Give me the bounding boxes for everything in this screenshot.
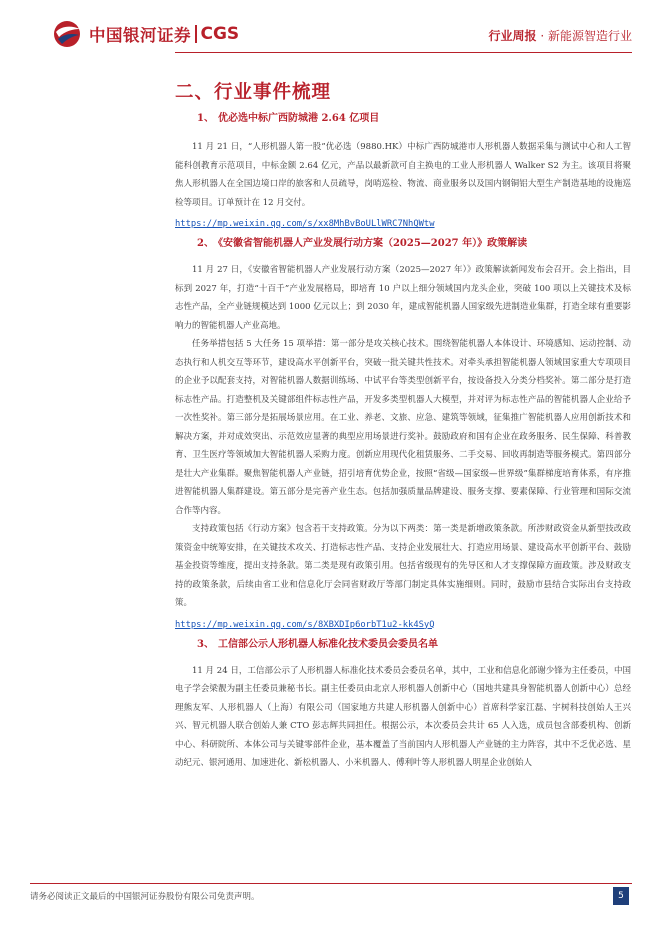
page-number: 5 (613, 887, 629, 905)
industry-label: 新能源智造行业 (547, 29, 632, 43)
event-2-paragraph-3: 支持政策包括《行动方案》包含若干支持政策。分为以下两类：第一类是新增政策条款。所涉财政资金从新型技改政策资金中统筹安排，在关键技术攻关、打造标志性产品、支持企业发展壮大、打造应用场景、建设高水平创新平台、鼓励基金投资等维度，提出支持条款。第二类是现有政策引用。包括省级现有的先导区和人才支撑保障方面政策。涉及财政支持的政策条款，后续由省工业和信息化厅会同省财政厅等部门制定具体实施细则。同时，鼓励市县结合实际出台支持政策。 (175, 524, 631, 608)
event-3-title (197, 638, 631, 652)
report-type-label: 行业周报 (488, 29, 537, 43)
logo-separator (195, 25, 197, 43)
logo-english-name: CGS (200, 24, 240, 44)
report-type (489, 27, 632, 44)
event-2-title-text: 《安徽省智能机器人产业发展行动方案（2025—2027 年）》政策解读 (217, 238, 528, 249)
logo-chinese-name: 中国银河证券 (89, 26, 191, 45)
event-1-number: 1、 (197, 113, 214, 124)
event-3-title-text: 工信部公示人形机器人标准化技术委员会委员名单 (217, 638, 438, 650)
event-2-paragraph-2: 任务举措包括 5 大任务 15 项举措：第一部分是攻关核心技术。围绕智能机器人本体设计、环境感知、运动控制、动态执行和人机交互等环节，建设高水平创新平台，突破一批关键共性技术。对牵头承担智能机器人领域国家重大专项项目的企业予以配套支持，对智能机器人数据训练场、中试平台等类型创新平台，按设备投入分类分档奖补。第二部分是打造标志性产品。打造整机及关键部组件标志性产品，开发多类型机器人大模型，并对评为标志性产品的智能机器人企业给予一次性奖补。第三部分是拓展场景应用。在工业、养老、文旅、应急、建筑等领域，征集推广智能机器人应用创新技术和解决方案，并对成效突出、示范效应显著的典型应用场景进行奖补。鼓励政府和国有企业在政务服务、民生保障、科普教育、卫生医疗等领域加大智能机器人采购力度。创新应用现代化租赁服务、二手交易、回收再制造等服务模式。第四部分是壮大产业集群。聚焦智能机器人产业链，招引培育优势企业，按照“省级—国家级—世界级”集群梯度培育体系，有序推进智能机器人集群建设。第五部分是完善产业生态。包括加强质量品牌建设、服务支撑、要素保障、行业管理和国际交流合作等内容。 (175, 339, 631, 516)
main-content (175, 66, 631, 773)
report-type-separator: · (536, 29, 548, 43)
section-title: 二、行业事件梳理 (175, 82, 332, 103)
footer-divider (30, 883, 632, 884)
event-2-link[interactable]: https://mp.weixin.qq.com/s/8XBXDIp6orbT1u2-kk4SyQ (175, 619, 435, 630)
company-logo (53, 20, 239, 48)
page-header (0, 0, 662, 60)
event-2-number: 2、 (197, 238, 214, 249)
event-2-paragraph-1: 11 月 27 日，《安徽省智能机器人产业发展行动方案（2025—2027 年）》政策解读新闻发布会召开。会上指出，目标到 2027 年，打造“十百千”产业发展格局，即培育 10 户以上细分领域国内龙头企业，突破 100 项以上关键技术及标志性产品，全产业链规模达到 1000 亿元以上；到 2030 年，建成智能机器人国家级先进制造业集群，打造全球有重要影响力的智能机器人产业高地。 (175, 265, 631, 331)
event-3-number: 3、 (197, 638, 214, 650)
disclaimer-text: 请务必阅读正文最后的中国银河证券股份有限公司免责声明。 (30, 892, 260, 902)
header-divider (175, 52, 632, 53)
event-1-title (197, 112, 631, 126)
event-1-title-text: 优必选中标广西防城港 2.64 亿项目 (217, 113, 380, 124)
event-1-paragraph: 11 月 21 日，“人形机器人第一股”优必选（9880.HK）中标广西防城港市人形机器人数据采集与测试中心和人工智能科创教育示范项目，中标金额 2.64 亿元，产品以最新款可自主换电的工业人形机器人 Walker S2 为主。该项目将聚焦人形机器人在全国边境口岸的旅客和人员疏导，岗哨巡检、物流、商业服务以及国内钢铜铝大型生产制造基地的设施巡检等项目。订单预计在 12 月交付。 (175, 142, 631, 208)
event-3-paragraph: 11 月 24 日，工信部公示了人形机器人标准化技术委员会委员名单，其中，工业和信息化部谢少锋为主任委员，中国电子学会梁靓为副主任委员兼秘书长。副主任委员由北京人形机器人创新中心（国地共建具身智能机器人创新中心）总经理熊友军、人形机器人（上海）有限公司（国家地方共建人形机器人创新中心）首席科学家江磊、宇树科技创始人王兴兴、智元机器人联合创始人兼 CTO 彭志辉共同担任。根据公示，本次委员会共计 65 人入选，成员包含部委机构、创新中心、科研院所、本体公司与关键零部件企业，基本覆盖了当前国内人形机器人产业链的主力阵容，其中不乏优必选、星动纪元、银河通用、加速进化、新松机器人、小米机器人、傅利叶等人形机器人明星企业创始人 (175, 665, 631, 768)
cgs-logo-icon (53, 20, 83, 48)
event-2-title (197, 237, 631, 251)
event-1-link[interactable]: https://mp.weixin.qq.com/s/xx8MhBvBoULlWRC7NhQWtw (175, 219, 435, 229)
